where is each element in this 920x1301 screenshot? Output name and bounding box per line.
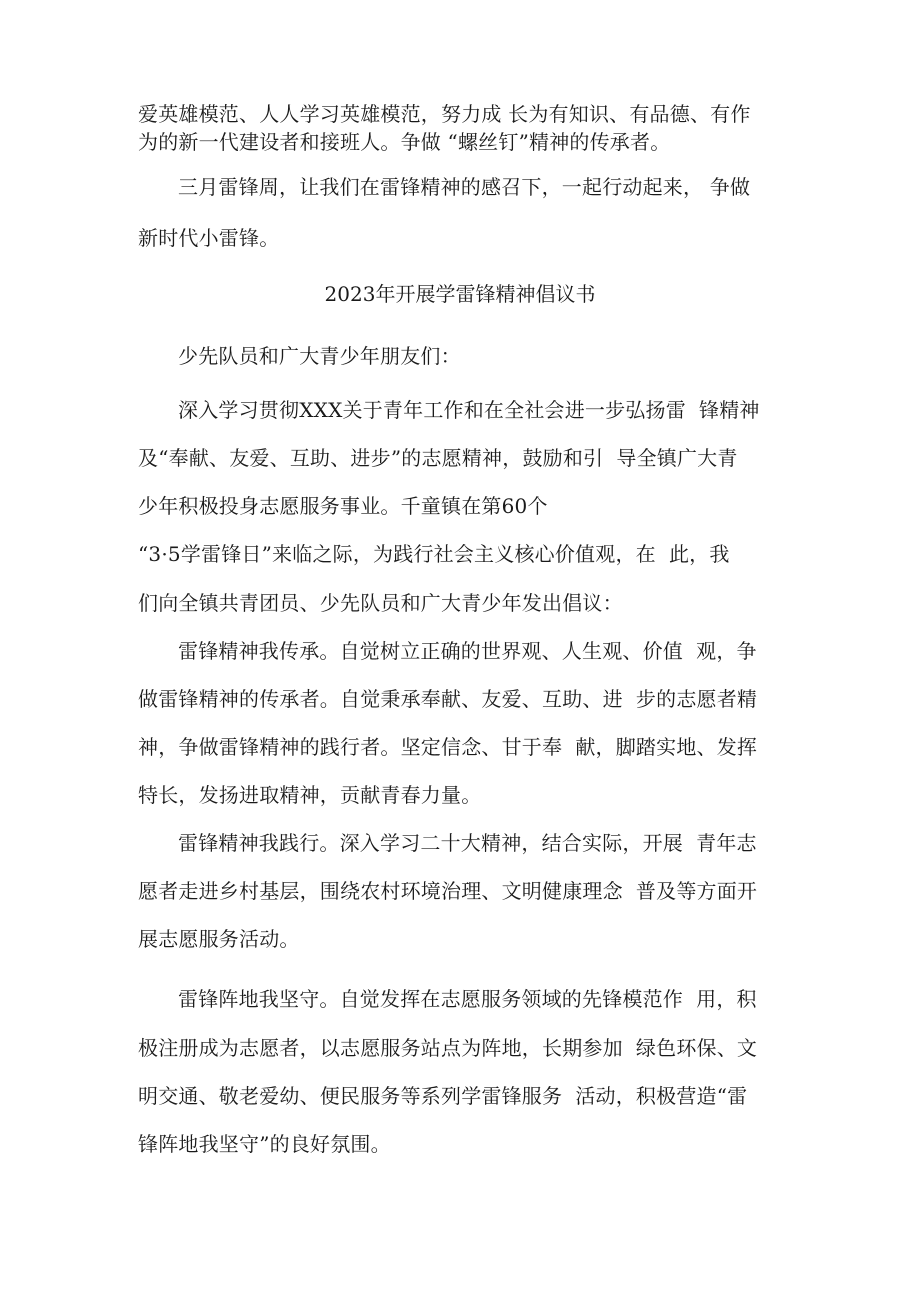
intro-line: 为的新一代建设者和接班人。争做 “螺丝钉”精神的传承者。 xyxy=(138,130,671,154)
closing-line: 三月雷锋周，让我们在雷锋精神的感召下，一起行动起来， 争做 xyxy=(178,175,751,199)
paragraph-line: 及“奉献、友爱、互助、进步”的志愿精神，鼓励和引 导全镇广大青 xyxy=(138,446,738,470)
intro-line: 爱英雄模范、人人学习英雄模范，努力成 长为有知识、有品德、有作 xyxy=(138,102,751,126)
paragraph-line: 雷锋精神我践行。深入学习二十大精神，结合实际，开展 青年志 xyxy=(178,831,757,855)
paragraph-line: 神，争做雷锋精神的践行者。坚定信念、甘于奉 献，脚踏实地、发挥 xyxy=(138,735,758,759)
paragraph-line: 少年积极投身志愿服务事业。千童镇在第60个 xyxy=(138,494,548,518)
salutation: 少先队员和广大青少年朋友们： xyxy=(178,344,461,368)
paragraph-line: “3·5学雷锋日”来临之际，为践行社会主义核心价值观，在 此，我 xyxy=(138,542,730,566)
paragraph-line: 特长，发扬进取精神，贡献青春力量。 xyxy=(138,783,482,807)
paragraph-line: 愿者走进乡村基层，围绕农村环境治理、文明健康理念 普及等方面开 xyxy=(138,879,758,903)
paragraph-line: 明交通、敬老爱幼、便民服务等系列学雷锋服务 活动，积极营造“雷 xyxy=(138,1084,748,1108)
document-title: 2023年开展学雷锋精神倡议书 xyxy=(324,282,596,306)
paragraph-line: 雷锋阵地我坚守。自觉发挥在志愿服务领域的先锋模范作 用，积 xyxy=(178,987,757,1011)
paragraph-line: 雷锋精神我传承。自觉树立正确的世界观、人生观、价值 观，争 xyxy=(178,639,757,663)
paragraph-line: 们向全镇共青团员、少先队员和广大青少年发出倡议： xyxy=(138,591,623,615)
paragraph-line: 做雷锋精神的传承者。自觉秉承奉献、友爱、互助、进 步的志愿者精 xyxy=(138,687,758,711)
paragraph-line: 展志愿服务活动。 xyxy=(138,927,300,951)
paragraph-line: 深入学习贯彻XXX关于青年工作和在全社会进一步弘扬雷 锋精神 xyxy=(178,398,760,422)
paragraph-line: 极注册成为志愿者，以志愿服务站点为阵地，长期参加 绿色环保、文 xyxy=(138,1036,758,1060)
paragraph-line: 锋阵地我坚守”的良好氛围。 xyxy=(138,1132,391,1156)
closing-line: 新时代小雷锋。 xyxy=(138,226,280,250)
